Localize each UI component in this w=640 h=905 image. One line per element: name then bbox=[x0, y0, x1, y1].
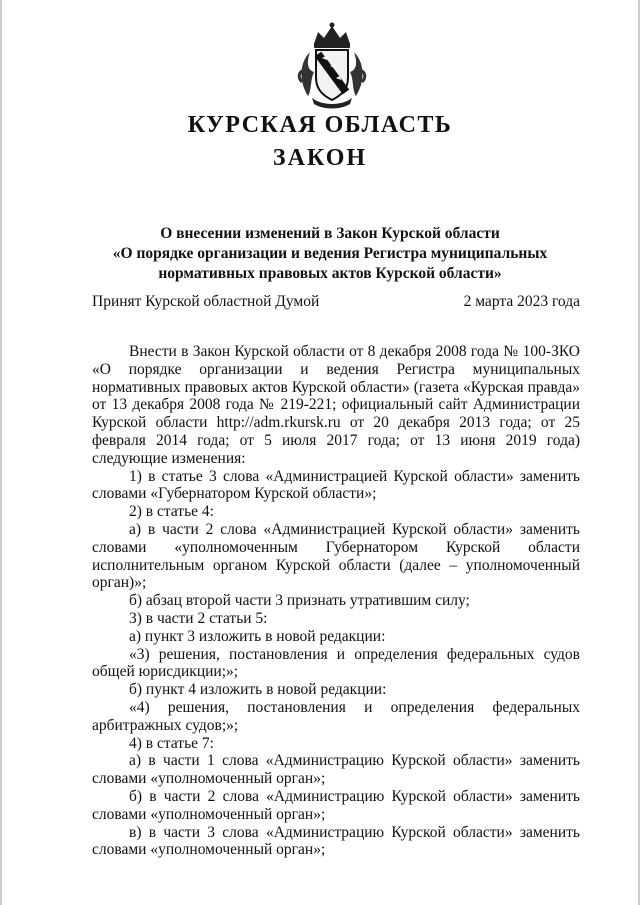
body-paragraph: «3) решения, постановления и определения федеральных судов общей юрисдикции;»; bbox=[92, 645, 580, 681]
law-subject-line: нормативных правовых актов Курской области» bbox=[158, 265, 502, 282]
law-subject-line: О внесении изменений в Закон Курской области bbox=[160, 225, 500, 242]
body-paragraph: б) пункт 4 изложить в новой редакции: bbox=[129, 681, 387, 699]
body-paragraph: Внести в Закон Курской области от 8 декабря 2008 года № 100-ЗКО «О порядке организации и ведения Регистра муниципальных нормативных правовых актов Курской области» (газета «Курская правда» от 13 декабря 2008 года № 219-221; официальный сайт Администрации Курской области http://adm.rkursk.ru от 20 декабря 2013 года; от 25 февраля 2014 года; от 5 июля 2017 года; от 13 июня 2019 года) следующие изменения: bbox=[92, 343, 580, 467]
adoption-line bbox=[92, 292, 580, 312]
law-subject bbox=[60, 224, 600, 284]
body-paragraph: б) в части 2 слова «Администрацию Курской области» заменить словами «уполномоченный орган»; bbox=[92, 787, 580, 823]
law-subject-line: «О порядке организации и ведения Регистра муниципальных bbox=[112, 245, 548, 262]
body-paragraph: а) пункт 3 изложить в новой редакции: bbox=[129, 627, 386, 645]
body-paragraph: 2) в статье 4: bbox=[129, 503, 214, 521]
body-paragraph: 4) в статье 7: bbox=[129, 734, 214, 752]
body-paragraph: а) в части 2 слова «Администрацией Курской области» заменить словами «уполномоченным Губернатором Курской области исполнительным органом Курской области (далее – уполномоченный орган)»; bbox=[92, 520, 580, 592]
body-paragraph: в) в части 3 слова «Администрацию Курской области» заменить словами «уполномоченный орган»; bbox=[92, 823, 580, 859]
body-paragraph: а) в части 1 слова «Администрацию Курской области» заменить словами «уполномоченный орган»; bbox=[92, 752, 580, 788]
region-title: КУРСКАЯ ОБЛАСТЬ bbox=[187, 112, 453, 138]
body-paragraph: «4) решения, постановления и определения федеральных арбитражных судов;»; bbox=[92, 698, 580, 734]
adopted-by: Принят Курской областной Думой bbox=[92, 293, 320, 310]
body-paragraph: б) абзац второй части 3 признать утратившим силу; bbox=[129, 592, 470, 610]
body-paragraph: 1) в статье 3 слова «Администрацией Курской области» заменить словами «Губернатором Курской области»; bbox=[92, 467, 580, 503]
coat-of-arms-icon bbox=[296, 20, 368, 110]
law-body bbox=[92, 343, 580, 859]
body-paragraph: 3) в части 2 статьи 5: bbox=[129, 609, 268, 627]
law-title: ЗАКОН bbox=[272, 145, 368, 171]
adoption-date: 2 марта 2023 года bbox=[463, 293, 580, 310]
